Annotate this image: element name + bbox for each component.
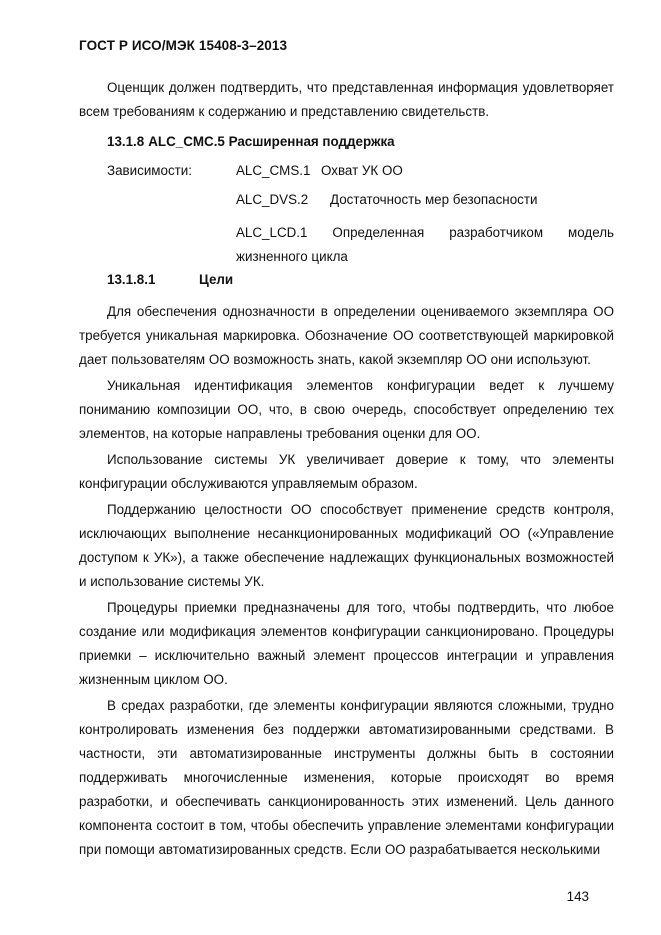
page-number: 143 [566, 889, 589, 904]
section-heading [107, 134, 395, 149]
section-code: ALC_CMC.5 [148, 134, 225, 149]
dependency-text-continuation: жизненного цикла [236, 249, 348, 264]
dependency-code: ALC_LCD.1 [236, 225, 308, 240]
dependency-item [236, 192, 537, 207]
paragraph: В средах разработки, где элементы конфигурации являются сложными, трудно контролировать изменения без поддержки автоматизированными средствами. В частности, эти автоматизированные инструменты должны быть в состоянии поддерживать многочисленные изменения, которые происходят во время разработки, и обеспечивать санкционированность этих изменений. Цель данного компонента состоит в том, чтобы обеспечить управление элементами конфигурации при помощи автоматизированных средств. Если ОО разрабатывается несколькими [79, 698, 614, 857]
dependency-text: Достаточность мер безопасности [330, 192, 538, 207]
dependency-text-word: разработчиком [449, 225, 544, 240]
dependency-item [236, 163, 403, 178]
section-number: 13.1.8 [107, 134, 145, 149]
dependency-code: ALC_DVS.2 [236, 192, 309, 207]
paragraph: Процедуры приемки предназначены для того, чтобы подтвердить, что любое создание или модификация элементов конфигурации санкционировано. Процедуры приемки – исключительно важный элемент процессов интеграции и управления жизненным циклом ОО. [79, 600, 614, 687]
subsection-heading [107, 272, 234, 287]
dependency-text-word: Определенная [332, 225, 425, 240]
section-title: Расширенная поддержка [228, 134, 395, 149]
dependency-text-word: модель [568, 225, 614, 240]
intro-paragraph: Оценщик должен подтвердить, что представленная информация удовлетворяет всем требованиям к содержанию и представлению свидетельств. [79, 80, 614, 119]
dependency-text: Охват УК ОО [321, 163, 403, 178]
paragraph: Использование системы УК увеличивает доверие к тому, что элементы конфигурации обслуживаются управляемым образом. [79, 452, 614, 491]
paragraph: Поддержанию целостности ОО способствует применение средств контроля, исключающих выполнение несанкционированных модификаций ОО («Управление доступом к УК»), а также обеспечение надлежащих функциональных возможностей и использование системы УК. [79, 502, 614, 589]
dependency-code: ALC_CMS.1 [236, 163, 311, 178]
dependency-item [236, 221, 614, 269]
body-text [79, 300, 614, 864]
paragraph: Для обеспечения однозначности в определении оцениваемого экземпляра ОО требуется уникальная маркировка. Обозначение ОО соответствующей маркировкой дает пользователям ОО возможность знать, какой экземпляр ОО они используют. [79, 304, 614, 367]
paragraph: Уникальная идентификация элементов конфигурации ведет к лучшему пониманию композиции ОО, что, в свою очередь, способствует определению тех элементов, на которые направлены требования оценки для ОО. [79, 378, 614, 441]
document-header: ГОСТ Р ИСО/МЭК 15408-3–2013 [79, 38, 288, 53]
subsection-title: Цели [199, 272, 234, 287]
subsection-number: 13.1.8.1 [107, 272, 156, 287]
dependencies-label: Зависимости: [107, 163, 192, 178]
